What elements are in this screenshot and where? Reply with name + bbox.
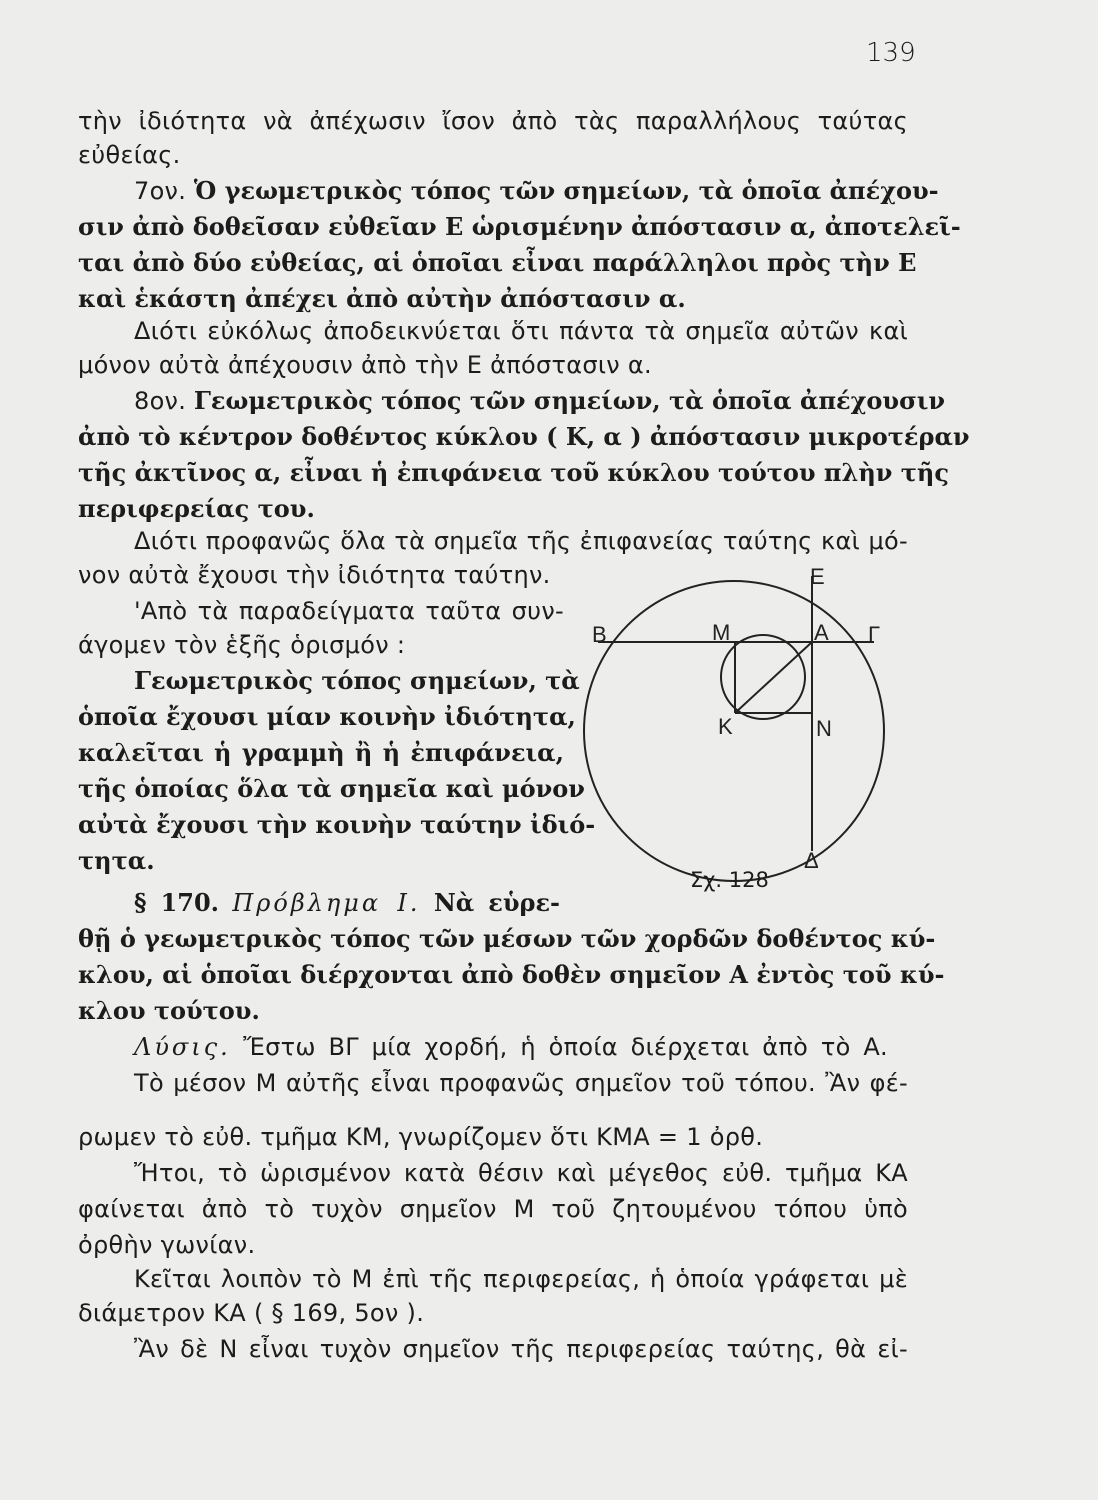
examples-line-1: 'Απὸ τὰ παραδείγματα ταῦτα συν- [134,597,564,625]
item-label-7: 7ον. [134,177,187,205]
theorem-8-start: Γεωμετρικὸς τόπος τῶν σημείων, τὰ ὁποῖα ἀπέχουσιν [193,386,946,415]
section-number: § 170. [134,888,220,917]
problem-line-2: θῇ ὁ γεωμετρικὸς τόπος τῶν μέσων τῶν χορδῶν δοθέντος κύ- [78,924,936,953]
problem-title: Πρόβλημα Ι. [232,889,421,917]
label-e: Ε [810,564,825,589]
solution-line-6: ὀρθὴν γωνίαν. [78,1231,256,1259]
solution-line-8: διάμετρον ΚΑ ( § 169, 5ον ). [78,1299,425,1327]
problem-line-3: κλου, αἱ ὁποῖαι διέρχονται ἀπὸ δοθὲν σημεῖον Α ἐντὸς τοῦ κύ- [78,960,945,989]
paragraph-8-heading [134,386,946,416]
solution-label: Λύσις. [134,1033,231,1061]
proof-7-line-1: Διότι εὐκόλως ἀποδεικνύεται ὅτι πάντα τὰ σημεῖα αὐτῶν καὶ [134,317,908,345]
figure-caption: Σχ. 128 [690,868,769,892]
label-m: Μ [712,620,731,645]
solution-line-3: ρωμεν τὸ εὐθ. τμῆμα ΚΜ, γνωρίζομεν ὅτι ΚΜΑ = 1 ὀρθ. [78,1123,764,1151]
solution-line-7: Κεῖται λοιπὸν τὸ Μ ἐπὶ τῆς περιφερείας, ἡ ὁποία γράφεται μὲ [134,1265,908,1293]
page-number: 139 [866,38,916,68]
solution-line-9: Ἂν δὲ Ν εἶναι τυχὸν σημεῖον τῆς περιφερείας ταύτης, θὰ εἰ- [134,1335,908,1363]
definition-line-4: τῆς ὁποίας ὅλα τὰ σημεῖα καὶ μόνον [78,774,585,803]
label-d: Δ [804,848,819,873]
examples-line-2: άγομεν τὸν ἑξῆς ὁρισμόν : [78,631,406,659]
definition-line-6: τητα. [78,846,155,875]
solution-line-5: φαίνεται ἀπὸ τὸ τυχὸν σημεῖον Μ τοῦ ζητουμένου τόπου ὑπὸ [78,1195,908,1223]
theorem-7-line-2: σιν ἀπὸ δοθεῖσαν εὐθεῖαν Ε ὡρισμένην ἀπόστασιν α, ἀποτελεῖ- [78,212,961,241]
solution-line-4: Ἤτοι, τὸ ὡρισμένον κατὰ θέσιν καὶ μέγεθος εὐθ. τμῆμα ΚΑ [134,1159,908,1187]
definition-line-2: ὁποῖα ἔχουσι μίαν κοινὴν ἰδιότητα, [78,702,576,731]
label-b: Β [592,622,607,647]
paragraph-7-heading [134,176,939,206]
main-circle [584,581,884,881]
definition-line-1: Γεωμετρικὸς τόπος σημείων, τὰ [134,666,580,695]
problem-start: Νὰ εὑρε- [433,888,561,917]
label-k: Κ [718,714,733,739]
proof-8-line-2: νον αὐτὰ ἔχουσι τὴν ἰδιότητα ταύτην. [78,561,551,589]
problem-heading [134,888,560,918]
text-line-2: εὐθείας. [78,141,181,169]
theorem-7-start: Ὁ γεωμετρικὸς τόπος τῶν σημείων, τὰ ὁποῖα ἀπέχου- [193,176,939,205]
solution-start: Ἔστω ΒΓ μία χορδή, ἡ ὁποία διέρχεται ἀπὸ τὸ Α. [243,1033,888,1061]
text-line-1: τὴν ἰδιότητα νὰ ἀπέχωσιν ἴσον ἀπὸ τὰς παραλλήλους ταύτας [78,107,908,135]
proof-8-line-1: Διότι προφανῶς ὅλα τὰ σημεῖα τῆς ἐπιφανείας ταύτης καὶ μό- [134,527,908,555]
theorem-7-line-4: καὶ ἑκάστη ἀπέχει ἀπὸ αὐτὴν ἀπόστασιν α. [78,284,686,313]
theorem-7-line-3: ται ἀπὸ δύο εὐθείας, αἱ ὁποῖαι εἶναι παράλληλοι πρὸς τὴν Ε [78,248,917,277]
proof-7-line-2: μόνον αὐτὰ ἀπέχουσιν ἀπὸ τὴν Ε ἀπόστασιν α. [78,351,652,379]
circle-diagram [572,560,912,900]
segment-ka [735,642,812,713]
figure-128 [572,560,912,900]
theorem-8-line-3: τῆς ἀκτῖνος α, εἶναι ἡ ἐπιφάνεια τοῦ κύκλου τούτου πλὴν τῆς [78,458,949,487]
definition-line-3: καλεῖται ἡ γραμμὴ ἢ ἡ ἐπιφάνεια, [78,738,564,767]
locus-circle [721,635,805,719]
item-label-8: 8ον. [134,387,187,415]
definition-line-5: αὐτὰ ἔχουσι τὴν κοινὴν ταύτην ἰδιό- [78,810,596,839]
theorem-8-line-4: περιφερείας του. [78,494,315,523]
label-a: Α [814,620,829,645]
theorem-8-line-2: ἀπὸ τὸ κέντρον δοθέντος κύκλου ( Κ, α ) ἀπόστασιν μικροτέραν [78,422,970,451]
label-g: Γ [868,622,881,647]
problem-line-4: κλου τούτου. [78,996,260,1025]
solution-line-2: Τὸ μέσον Μ αὐτῆς εἶναι προφανῶς σημεῖον τοῦ τόπου. Ἂν φέ- [134,1069,908,1097]
solution-line-1 [134,1032,888,1062]
label-n: Ν [816,716,832,741]
